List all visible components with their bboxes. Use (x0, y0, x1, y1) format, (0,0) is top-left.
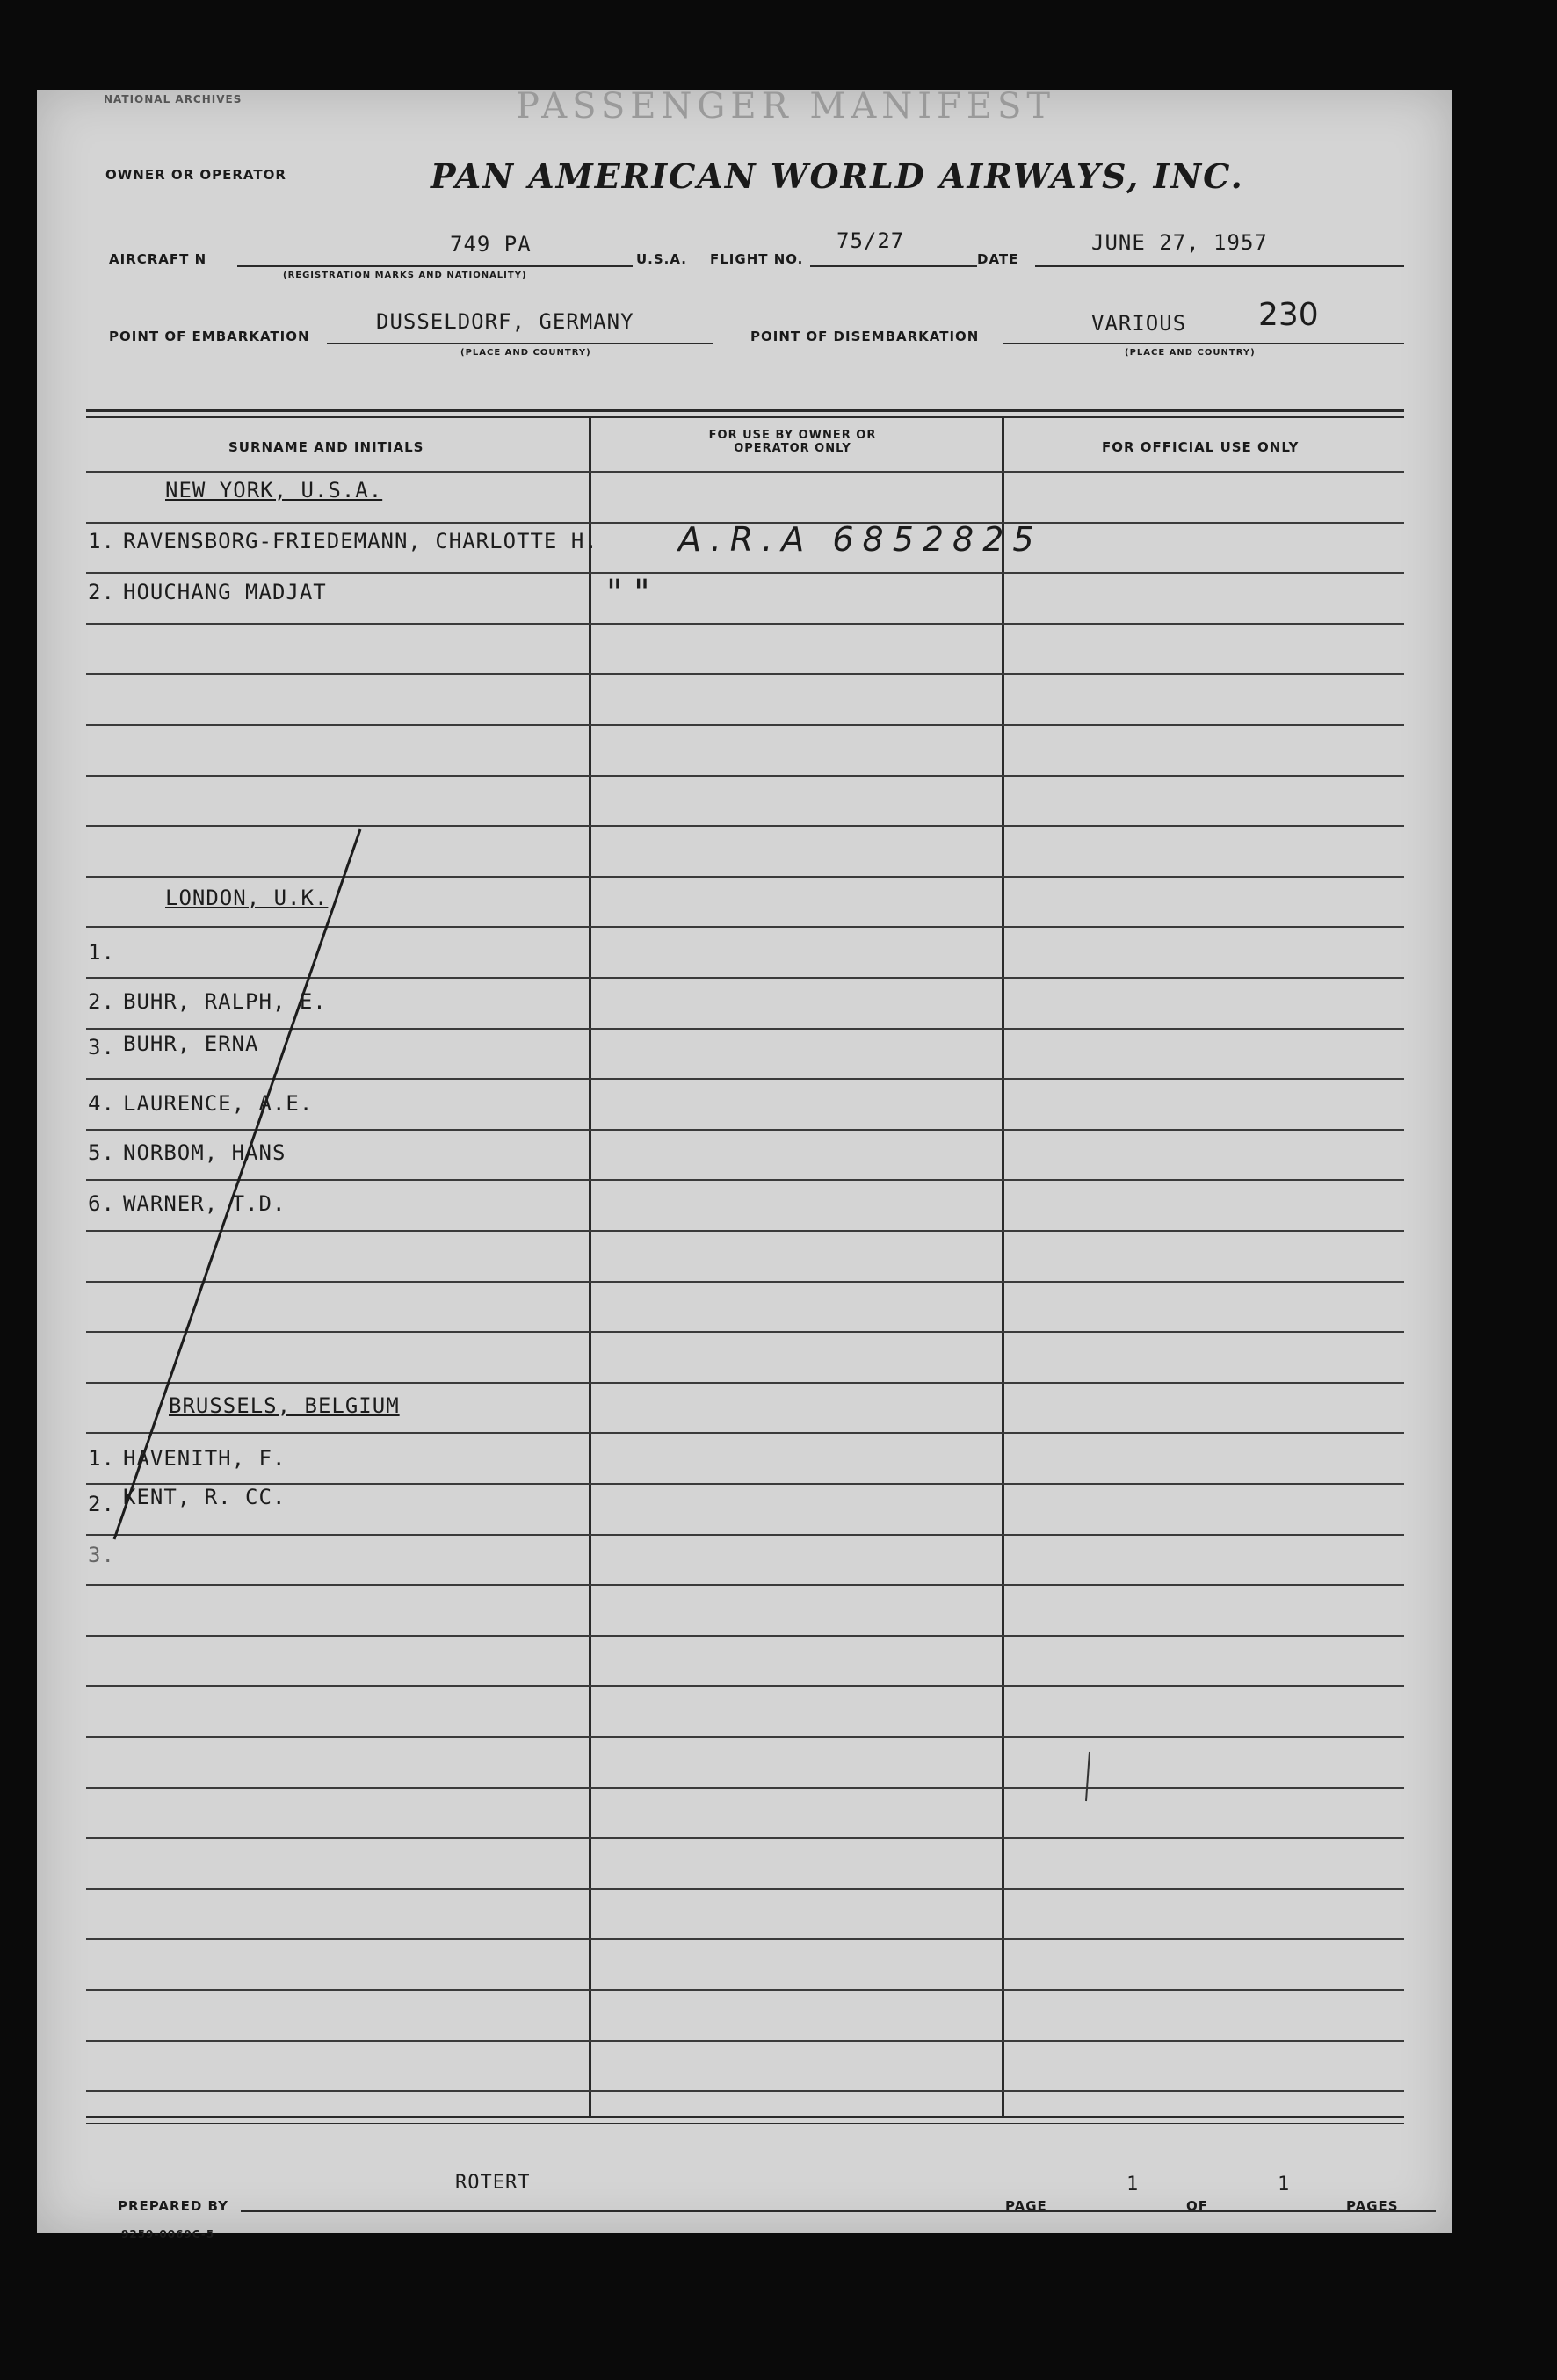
passenger-name: WARNER, T.D. (123, 1191, 286, 1216)
disembarkation-label: POINT OF DISEMBARKATION (750, 329, 980, 344)
table-bottom-rule (86, 2116, 1404, 2118)
section-destination-newyork: NEW YORK, U.S.A. (165, 478, 383, 503)
disembarkation-caption: (PLACE AND COUNTRY) (1125, 348, 1256, 358)
passenger-number: 1. (88, 1446, 115, 1471)
manifest-sheet (37, 86, 1452, 2240)
passenger-number: 6. (88, 1191, 115, 1216)
page-label: PAGE (1005, 2198, 1047, 2214)
owner-value: PAN AMERICAN WORLD AIRWAYS, INC. (431, 156, 1244, 196)
handwritten-note: A.R.A 6852825 (678, 520, 1043, 559)
passenger-name: RAVENSBORG-FRIEDEMANN, CHARLOTTE H. (123, 529, 598, 553)
passenger-number: 1. (88, 940, 115, 965)
strike-through-line (37, 90, 1452, 2233)
passenger-number: 2. (88, 580, 115, 604)
passenger-number: 4. (88, 1091, 115, 1116)
prepared-by-value: ROTERT (455, 2172, 531, 2194)
registration-caption: (REGISTRATION MARKS AND NATIONALITY) (283, 271, 527, 280)
passenger-name: BUHR, ERNA (123, 1031, 259, 1056)
passenger-number: 2. (88, 989, 115, 1014)
form-number: 9259-0069C-5 (121, 2228, 215, 2240)
date-value: JUNE 27, 1957 (1091, 230, 1268, 255)
section-destination-london: LONDON, U.K. (165, 886, 329, 910)
footer-rule (241, 2210, 1436, 2212)
page-value: 1 (1126, 2174, 1140, 2196)
section-destination-brussels: BRUSSELS, BELGIUM (169, 1393, 400, 1418)
embarkation-label: POINT OF EMBARKATION (109, 329, 310, 344)
passenger-number: 3. (88, 1543, 115, 1567)
disembarkation-value: VARIOUS (1091, 311, 1187, 336)
col-header-official: FOR OFFICIAL USE ONLY (1102, 439, 1300, 455)
owner-label: OWNER OR OPERATOR (105, 167, 286, 183)
col-header-surname: SURNAME AND INITIALS (228, 439, 424, 455)
passenger-name: KENT, R. CC. (123, 1485, 286, 1509)
passenger-name: BUHR, RALPH, E. (123, 989, 327, 1014)
passenger-name: HAVENITH, F. (123, 1446, 286, 1471)
passenger-number: 2. (88, 1492, 115, 1516)
passenger-number: 1. (88, 529, 115, 553)
prepared-by-label: PREPARED BY (118, 2198, 228, 2214)
aircraft-value: 749 PA (450, 232, 532, 257)
embarkation-caption: (PLACE AND COUNTRY) (460, 348, 591, 358)
passenger-number: 3. (88, 1035, 115, 1060)
embarkation-value: DUSSELDORF, GERMANY (376, 309, 634, 334)
of-label: OF (1186, 2198, 1208, 2214)
passenger-name: NORBOM, HANS (123, 1140, 286, 1165)
page-number-handwritten: 230 (1258, 297, 1319, 333)
aircraft-label: AIRCRAFT N (109, 251, 207, 267)
flight-label: FLIGHT NO. (710, 251, 804, 267)
pages-label: PAGES (1346, 2198, 1399, 2214)
passenger-name: HOUCHANG MADJAT (123, 580, 327, 604)
of-value: 1 (1278, 2174, 1291, 2196)
flight-value: 75/27 (836, 228, 905, 253)
usa-label: U.S.A. (636, 251, 687, 267)
handwritten-note: " " (606, 573, 650, 613)
date-label: DATE (977, 251, 1019, 267)
archive-stamp: NATIONAL ARCHIVES (104, 93, 243, 105)
col-header-operator: FOR USE BY OWNER OR OPERATOR ONLY (708, 429, 877, 455)
form-title: PASSENGER MANIFEST (516, 86, 1056, 127)
passenger-name: LAURENCE, A.E. (123, 1091, 314, 1116)
passenger-number: 5. (88, 1140, 115, 1165)
